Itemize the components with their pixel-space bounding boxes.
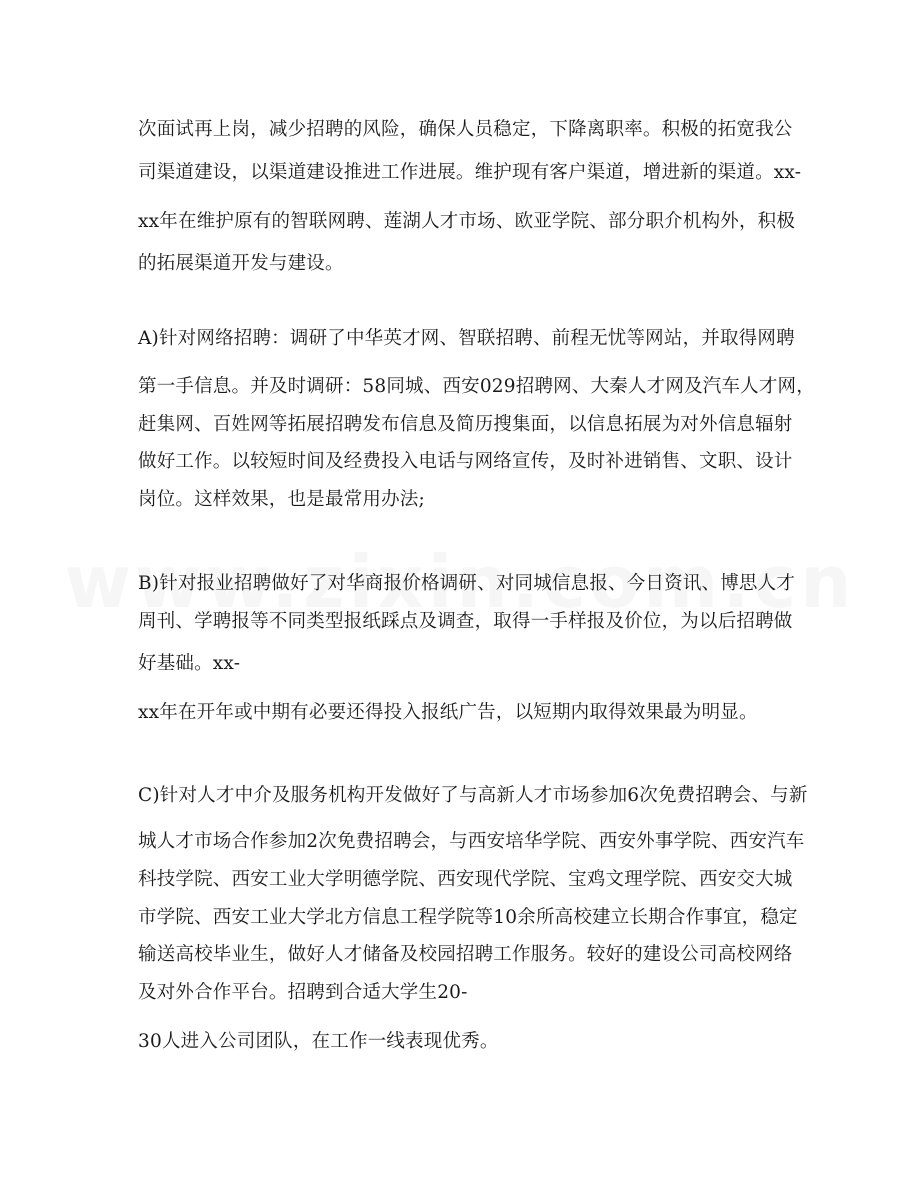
text-line: 司渠道建设，以渠道建设推进工作进展。维护现有客户渠道，增进新的渠道。xx- <box>138 162 802 183</box>
text-line: C)针对人才中介及服务机构开发做好了与高新人才市场参加6次免费招聘会、与新 <box>138 785 808 806</box>
text-line: xx年在开年或中期有必要还得投入报纸广告，以短期内取得效果最为明显。 <box>138 702 758 723</box>
text-line: 输送高校毕业生，做好人才储备及校园招聘工作服务。较好的建设公司高校网络 <box>138 944 793 965</box>
text-line: 及对外合作平台。招聘到合适大学生20- <box>138 982 468 1003</box>
text-line: 周刊、学聘报等不同类型报纸踩点及调查，取得一手样报及价位，为以后招聘做 <box>138 611 793 632</box>
text-line: B)针对报业招聘做好了对华商报价格调研、对同城信息报、今日资讯、博思人才 <box>138 573 796 594</box>
text-line: 做好工作。以较短时间及经费投入电话与网络宣传，及时补进销售、文职、设计 <box>138 451 793 472</box>
text-line: 赶集网、百姓网等拓展招聘发布信息及简历搜集面，以信息拓展为对外信息辐射 <box>138 414 793 435</box>
text-line: 市学院、西安工业大学北方信息工程学院等10余所高校建立长期合作事宜，稳定 <box>138 907 798 928</box>
text-line: 科技学院、西安工业大学明德学院、西安现代学院、宝鸡文理学院、西安交大城 <box>138 869 793 890</box>
text-line: 城人才市场合作参加2次免费招聘会，与西安培华学院、西安外事学院、西安汽车 <box>138 831 805 852</box>
text-line: 的拓展渠道开发与建设。 <box>138 253 344 274</box>
text-line: xx年在维护原有的智联网聘、莲湖人才市场、欧亚学院、部分职介机构外，积极 <box>138 211 796 232</box>
text-line: 第一手信息。并及时调研：58同城、西安029招聘网、大秦人才网及汽车人才网， <box>138 376 815 397</box>
text-line: 30人进入公司团队，在工作一线表现优秀。 <box>138 1031 499 1052</box>
text-line: 好基础。xx- <box>138 653 241 674</box>
text-line: 岗位。这样效果，也是最常用办法; <box>138 489 425 510</box>
text-line: 次面试再上岗，减少招聘的风险，确保人员稳定，下降离职率。积极的拓宽我公 <box>138 119 793 140</box>
text-line: A)针对网络招聘：调研了中华英才网、智联招聘、前程无忧等网站，并取得网聘 <box>138 328 795 349</box>
